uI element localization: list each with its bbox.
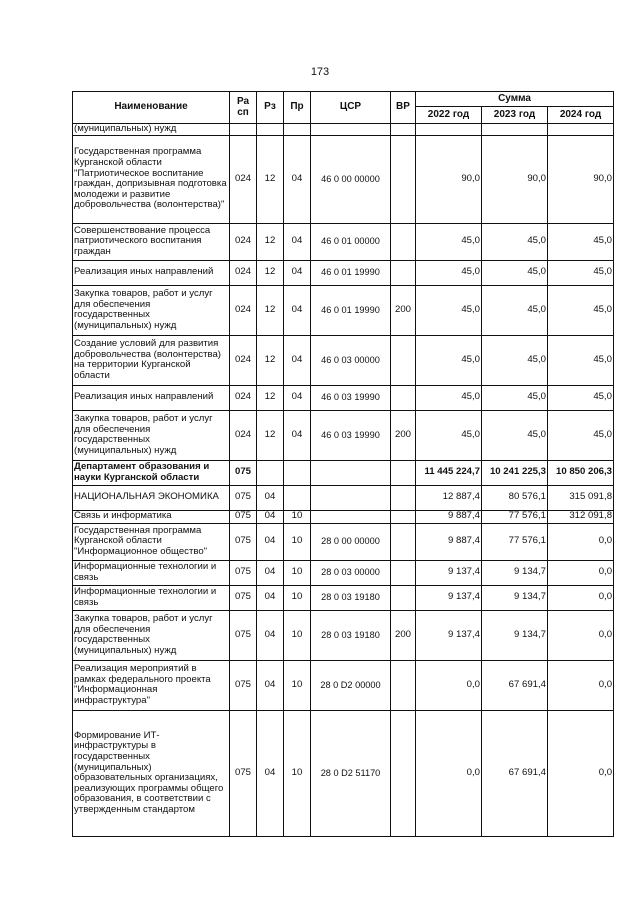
table-row	[73, 260, 614, 285]
cell-2024: 45,0	[548, 385, 614, 410]
cell-vr	[391, 260, 416, 285]
cell-2023: 9 134,7	[482, 610, 548, 660]
cell-vr	[391, 485, 416, 510]
cell-csr: 46 0 00 00000	[311, 135, 391, 223]
cell-2024: 0,0	[548, 560, 614, 585]
cell-name: Реализация иных направлений	[73, 385, 230, 410]
cell-rasp: 075	[230, 660, 257, 710]
cell-name: Связь и информатика	[73, 510, 230, 523]
table-row	[73, 335, 614, 385]
cell-pr: 10	[284, 510, 311, 523]
cell-csr: 46 0 01 00000	[311, 223, 391, 260]
cell-2023: 9 134,7	[482, 560, 548, 585]
cell-2023	[482, 124, 548, 136]
cell-pr	[284, 124, 311, 136]
cell-2023: 67 691,4	[482, 710, 548, 836]
cell-name: Государственная программа Курганской области "Информационное общество"	[73, 523, 230, 560]
cell-rasp: 075	[230, 560, 257, 585]
cell-2023: 45,0	[482, 223, 548, 260]
table-row	[73, 610, 614, 660]
cell-rasp: 075	[230, 510, 257, 523]
cell-vr	[391, 223, 416, 260]
cell-csr	[311, 510, 391, 523]
cell-csr: 28 0 03 19180	[311, 610, 391, 660]
cell-csr	[311, 460, 391, 485]
cell-2024: 315 091,8	[548, 485, 614, 510]
cell-csr	[311, 485, 391, 510]
cell-rasp: 075	[230, 523, 257, 560]
cell-csr	[311, 124, 391, 136]
table-row	[73, 285, 614, 335]
header-rz: Рз	[257, 92, 284, 124]
cell-rasp: 024	[230, 410, 257, 460]
cell-name: Совершенствование процесса патриотического воспитания граждан	[73, 223, 230, 260]
cell-2024: 45,0	[548, 260, 614, 285]
header-2024: 2024 год	[548, 107, 614, 124]
cell-2022: 9 137,4	[416, 610, 482, 660]
cell-2022: 90,0	[416, 135, 482, 223]
cell-2022: 9 137,4	[416, 560, 482, 585]
cell-vr	[391, 460, 416, 485]
table-header	[73, 92, 614, 124]
cell-2022: 45,0	[416, 410, 482, 460]
cell-2024: 0,0	[548, 710, 614, 836]
table-row	[73, 560, 614, 585]
cell-rz: 04	[257, 510, 284, 523]
cell-name: Реализация мероприятий в рамках федерального проекта "Информационная инфраструктура"	[73, 660, 230, 710]
cell-rz: 04	[257, 560, 284, 585]
cell-pr: 10	[284, 523, 311, 560]
cell-vr	[391, 335, 416, 385]
cell-name: Закупка товаров, работ и услуг для обеспечения государственных (муниципальных) нужд	[73, 285, 230, 335]
cell-2023: 45,0	[482, 260, 548, 285]
cell-name: Создание условий для развития добровольчества (волонтерства) на территории Курганской области	[73, 335, 230, 385]
cell-rasp: 024	[230, 135, 257, 223]
cell-2022: 12 887,4	[416, 485, 482, 510]
cell-name: Закупка товаров, работ и услуг для обеспечения государственных (муниципальных) нужд	[73, 410, 230, 460]
cell-csr: 46 0 01 19990	[311, 285, 391, 335]
cell-2022: 9 137,4	[416, 585, 482, 610]
header-vr: ВР	[391, 92, 416, 124]
cell-2024: 0,0	[548, 585, 614, 610]
cell-pr: 04	[284, 335, 311, 385]
cell-vr	[391, 135, 416, 223]
cell-vr	[391, 523, 416, 560]
cell-vr: 200	[391, 410, 416, 460]
cell-2023: 10 241 225,3	[482, 460, 548, 485]
cell-csr: 28 0 00 00000	[311, 523, 391, 560]
cell-2023: 90,0	[482, 135, 548, 223]
budget-table	[72, 91, 614, 837]
cell-vr	[391, 385, 416, 410]
header-rasp: Ра сп	[230, 92, 257, 124]
cell-pr: 10	[284, 660, 311, 710]
cell-vr: 200	[391, 285, 416, 335]
header-sum: Сумма	[416, 92, 614, 107]
cell-name: Закупка товаров, работ и услуг для обеспечения государственных (муниципальных) нужд	[73, 610, 230, 660]
cell-vr	[391, 124, 416, 136]
cell-2024: 10 850 206,3	[548, 460, 614, 485]
cell-name: (муниципальных) нужд	[73, 124, 230, 136]
header-csr: ЦСР	[311, 92, 391, 124]
cell-rz: 12	[257, 135, 284, 223]
cell-pr	[284, 460, 311, 485]
cell-pr: 10	[284, 560, 311, 585]
cell-2023: 45,0	[482, 285, 548, 335]
header-name: Наименование	[73, 92, 230, 124]
cell-2024	[548, 124, 614, 136]
cell-pr: 04	[284, 385, 311, 410]
cell-2022: 45,0	[416, 260, 482, 285]
cell-csr: 28 0 03 19180	[311, 585, 391, 610]
cell-vr	[391, 710, 416, 836]
cell-rz: 04	[257, 585, 284, 610]
cell-2023: 45,0	[482, 335, 548, 385]
cell-rz: 04	[257, 660, 284, 710]
cell-2023: 77 576,1	[482, 523, 548, 560]
cell-rasp	[230, 124, 257, 136]
cell-2024: 45,0	[548, 223, 614, 260]
cell-rz: 12	[257, 260, 284, 285]
cell-csr: 46 0 01 19990	[311, 260, 391, 285]
table-row	[73, 585, 614, 610]
cell-rz: 04	[257, 485, 284, 510]
table-row	[73, 410, 614, 460]
cell-rasp: 075	[230, 710, 257, 836]
cell-2024: 0,0	[548, 523, 614, 560]
cell-vr	[391, 560, 416, 585]
cell-2022: 9 887,4	[416, 523, 482, 560]
cell-2023: 45,0	[482, 385, 548, 410]
cell-2024: 45,0	[548, 335, 614, 385]
cell-2022: 45,0	[416, 223, 482, 260]
cell-csr: 28 0 03 00000	[311, 560, 391, 585]
cell-2024: 312 091,8	[548, 510, 614, 523]
table-row	[73, 385, 614, 410]
table-row	[73, 523, 614, 560]
cell-name: Информационные технологии и связь	[73, 560, 230, 585]
cell-rz: 12	[257, 285, 284, 335]
cell-name: НАЦИОНАЛЬНАЯ ЭКОНОМИКА	[73, 485, 230, 510]
table-row	[73, 460, 614, 485]
cell-rz: 04	[257, 610, 284, 660]
cell-vr: 200	[391, 610, 416, 660]
cell-2023: 9 134,7	[482, 585, 548, 610]
cell-pr: 04	[284, 410, 311, 460]
table-row	[73, 135, 614, 223]
cell-2022: 45,0	[416, 335, 482, 385]
cell-rz	[257, 460, 284, 485]
cell-vr	[391, 510, 416, 523]
cell-2022: 9 887,4	[416, 510, 482, 523]
table-row	[73, 710, 614, 836]
cell-rasp: 075	[230, 610, 257, 660]
cell-2024: 0,0	[548, 660, 614, 710]
cell-csr: 28 0 D2 51170	[311, 710, 391, 836]
cell-rz: 04	[257, 523, 284, 560]
cell-rasp: 024	[230, 223, 257, 260]
cell-pr	[284, 485, 311, 510]
cell-2023: 45,0	[482, 410, 548, 460]
cell-pr: 04	[284, 135, 311, 223]
cell-2024: 45,0	[548, 285, 614, 335]
cell-2024: 0,0	[548, 610, 614, 660]
table-row	[73, 124, 614, 136]
cell-vr	[391, 585, 416, 610]
cell-rz	[257, 124, 284, 136]
cell-name: Формирование ИТ-инфраструктуры в государственных (муниципальных) образовательных организациях, реализующих программы общего образования, в соответствии с утвержденным стандартом	[73, 710, 230, 836]
cell-rasp: 024	[230, 285, 257, 335]
table-row	[73, 660, 614, 710]
cell-vr	[391, 660, 416, 710]
cell-rz: 12	[257, 335, 284, 385]
table-body	[73, 124, 614, 837]
cell-rasp: 075	[230, 460, 257, 485]
cell-rz: 12	[257, 385, 284, 410]
cell-csr: 28 0 D2 00000	[311, 660, 391, 710]
cell-rasp: 075	[230, 485, 257, 510]
cell-csr: 46 0 03 19990	[311, 410, 391, 460]
cell-csr: 46 0 03 00000	[311, 335, 391, 385]
cell-2024: 45,0	[548, 410, 614, 460]
cell-rasp: 024	[230, 335, 257, 385]
page-number: 173	[310, 66, 330, 78]
table-row	[73, 510, 614, 523]
header-2022: 2022 год	[416, 107, 482, 124]
cell-2022: 45,0	[416, 385, 482, 410]
cell-csr: 46 0 03 19990	[311, 385, 391, 410]
cell-2022	[416, 124, 482, 136]
cell-rasp: 075	[230, 585, 257, 610]
cell-pr: 04	[284, 223, 311, 260]
cell-2023: 67 691,4	[482, 660, 548, 710]
cell-2022: 0,0	[416, 660, 482, 710]
cell-rasp: 024	[230, 260, 257, 285]
cell-rz: 12	[257, 410, 284, 460]
cell-pr: 10	[284, 610, 311, 660]
cell-name: Реализация иных направлений	[73, 260, 230, 285]
cell-name: Информационные технологии и связь	[73, 585, 230, 610]
header-2023: 2023 год	[482, 107, 548, 124]
cell-2022: 0,0	[416, 710, 482, 836]
cell-2022: 11 445 224,7	[416, 460, 482, 485]
cell-2023: 80 576,1	[482, 485, 548, 510]
cell-rz: 12	[257, 223, 284, 260]
cell-pr: 04	[284, 285, 311, 335]
cell-name: Государственная программа Курганской области "Патриотическое воспитание граждан, допризывная подготовка молодежи и развитие добровольчества (волонтерства)"	[73, 135, 230, 223]
cell-pr: 04	[284, 260, 311, 285]
table-row	[73, 223, 614, 260]
cell-pr: 10	[284, 710, 311, 836]
cell-2023: 77 576,1	[482, 510, 548, 523]
cell-2022: 45,0	[416, 285, 482, 335]
cell-2024: 90,0	[548, 135, 614, 223]
cell-name: Департамент образования и науки Курганской области	[73, 460, 230, 485]
cell-rasp: 024	[230, 385, 257, 410]
cell-pr: 10	[284, 585, 311, 610]
table-row	[73, 485, 614, 510]
header-pr: Пр	[284, 92, 311, 124]
cell-rz: 04	[257, 710, 284, 836]
